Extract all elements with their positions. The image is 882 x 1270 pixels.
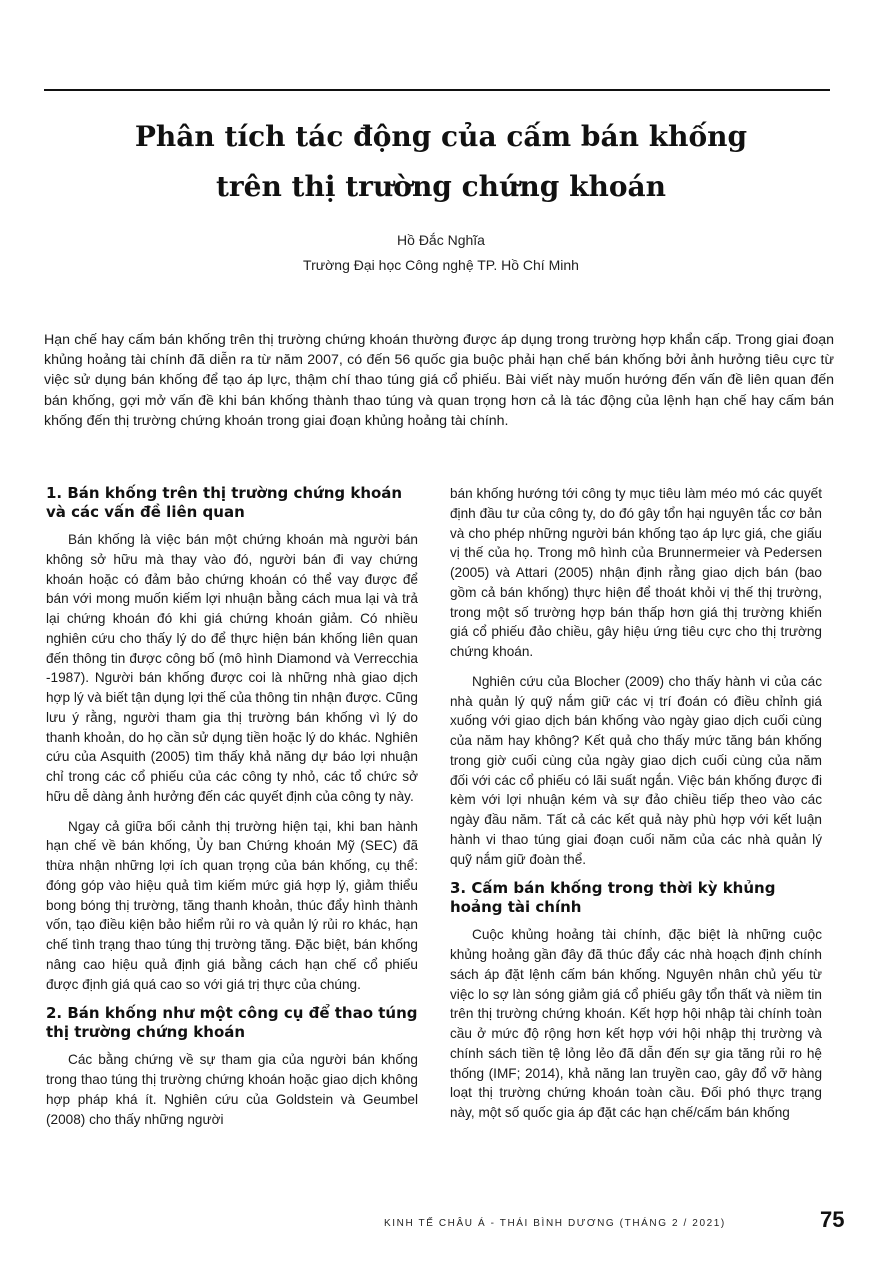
journal-footer: KINH TẾ CHÂU Á - THÁI BÌNH DƯƠNG (THÁNG 2 / 2021) <box>384 1218 726 1229</box>
author-affiliation: Trường Đại học Công nghệ TP. Hồ Chí Minh <box>303 257 579 273</box>
section-3-paragraph-1: Cuộc khủng hoảng tài chính, đặc biệt là những cuộc khủng hoảng gần đây đã thúc đẩy các nhà hoạch định chính sách áp đặt lệnh cấm bán khống. Nguyên nhân chủ yếu từ việc lo sợ làn sóng giảm giá cổ phiếu gây tổn thất và niềm tin trên thị trường chứng khoán. Kết hợp hội nhập tài chính toàn cầu ở mức độ rộng hơn kết hợp với hội nhập thị trường và chính sách tiền tệ lỏng lẻo đã dẫn đến sự gia tăng rủi ro hệ thống (IMF; 2014), khả năng lan truyền cao, gây đổ vỡ hàng loạt thị trường chứng khoán toàn cầu. Đối phó thực trạng này, một số quốc gia áp đặt các hạn chế/cấm bán khống <box>450 927 822 1120</box>
article-title <box>0 112 882 212</box>
section-2-paragraph-1-continued: bán khống hướng tới công ty mục tiêu làm méo mó các quyết định đầu tư của công ty, do đó gây tổn hại nguyên tắc cơ bản và cho phép những người bán khống tạo áp lực giá, che giấu vị thế của họ. Trong mô hình của Brunnermeier và Pedersen (2005) và Attari (2005) nhận định rằng giao dịch bán (bao gồm cả bán khống) thực hiện để thoát khỏi vị thế thị trường, trong một số trường hợp bán thấp hơn giá thị trường khiến giá cổ phiếu đảo chiều, gây hiệu ứng tiêu cực cho thị trường chứng khoán. <box>450 486 822 659</box>
page-number: 75 <box>820 1207 845 1232</box>
section-2-paragraph-2: Nghiên cứu của Blocher (2009) cho thấy hành vi của các nhà quản lý quỹ nắm giữ các vị trí đoán có điều chỉnh giá xuống với giao dịch bán khống vào ngày giao dịch cuối cùng của năm hay không? Kết quả cho thấy mức tăng bán khống trong giờ cuối cùng của ngày giao dịch cuối cùng của năm đối với các cổ phiếu có lãi suất ngắn. Việc bán khống được đi kèm với lợi nhuận kém và sự đảo chiều tiếp theo vào các ngày đầu năm. Tất cả các kết quả này phù hợp với kết luận hành vi thao túng giai đoạn cuối năm của các nhà quản lý quỹ nắm giữ đoàn thể. <box>450 673 822 867</box>
section-3-heading: 3. Cấm bán khống trong thời kỳ khủng hoảng tài chính <box>450 879 776 917</box>
top-rule <box>44 89 830 91</box>
abstract: Hạn chế hay cấm bán khống trên thị trường chứng khoán thường được áp dụng trong trường hợp khẩn cấp. Trong giai đoạn khủng hoảng tài chính đã diễn ra từ năm 2007, có đến 56 quốc gia buộc phải hạn chế bán khống bởi ảnh hưởng tiêu cực từ việc sử dụng bán khống để tạo áp lực, thậm chí thao túng giá cổ phiếu. Bài viết này muốn hướng đến vấn đề liên quan đến bán khống, gợi mở vấn đề khi bán khống thành thao túng và quan trọng hơn cả là tác động của lệnh hạn chế hay cấm bán khống đến thị trường chứng khoán trong giai đoạn khủng hoảng tài chính. <box>44 332 834 429</box>
author-name: Hồ Đắc Nghĩa <box>397 232 485 248</box>
section-1-paragraph-2: Ngay cả giữa bối cảnh thị trường hiện tại, khi ban hành hạn chế về bán khống, Ủy ban Chứng khoán Mỹ (SEC) đã thừa nhận những lợi ích quan trọng của bán khống, cụ thể: đóng góp vào hiệu quả tìm kiếm mức giá hợp lý, giảm thiểu bong bóng thị trường, tăng thanh khoản, thúc đẩy hình thành vốn, tạo điều kiện bảo hiểm rủi ro và quản lý rủi ro khác, hạn chế tình trạng thao túng thị trường tăng. Đặc biệt, bán khống nâng cao hiệu quả định giá bằng cách hạn chế cổ phiếu được định giá quá cao so với giá trị thực của chúng. <box>46 818 418 992</box>
left-column <box>46 484 418 1139</box>
title-line-2: trên thị trường chứng khoán <box>215 170 667 203</box>
section-2-paragraph-1: Các bằng chứng về sự tham gia của người bán khống trong thao túng thị trường chứng khoán hoặc giao dịch không hợp pháp khá ít. Nghiên cứu của Goldstein và Geumbel (2008) cho thấy những người <box>46 1052 418 1127</box>
section-1-paragraph-1: Bán khống là việc bán một chứng khoán mà người bán không sở hữu mà thay vào đó, người bán đi vay chứng khoán hoặc có đảm bảo chứng khoán có thể vay được để bán với mong muốn kiếm lợi nhuận bằng cách mua lại và trả lại chứng khoán đó khi giá chứng khoán giảm. Có nhiều nghiên cứu cho thấy lý do để thực hiện bán khống liên quan đến thông tin được công bố (mô hình Diamond và Verrecchia -1987). Người bán khống được coi là những nhà giao dịch hợp lý và biết tận dụng lợi thế của thông tin nhận được. Cũng lưu ý rằng, người tham gia thị trường bán khống vì lý do thanh khoản, do họ cần sử dụng tiền hoặc lý do khác. Nghiên cứu của Asquith (2005) tìm thấy khả năng dự báo lợi nhuận chỉ trong các cổ phiếu của các công ty nhỏ, các tổ chức sở hữu dễ dàng ảnh hưởng đến các quyết định của công ty này. <box>46 532 418 804</box>
section-2-heading: 2. Bán khống như một công cụ để thao túng thị trường chứng khoán <box>46 1004 418 1042</box>
title-line-1: Phân tích tác động của cấm bán khống <box>134 120 748 153</box>
section-1-heading: 1. Bán khống trên thị trường chứng khoán và các vấn đề liên quan <box>46 484 403 521</box>
right-column <box>450 484 822 1133</box>
